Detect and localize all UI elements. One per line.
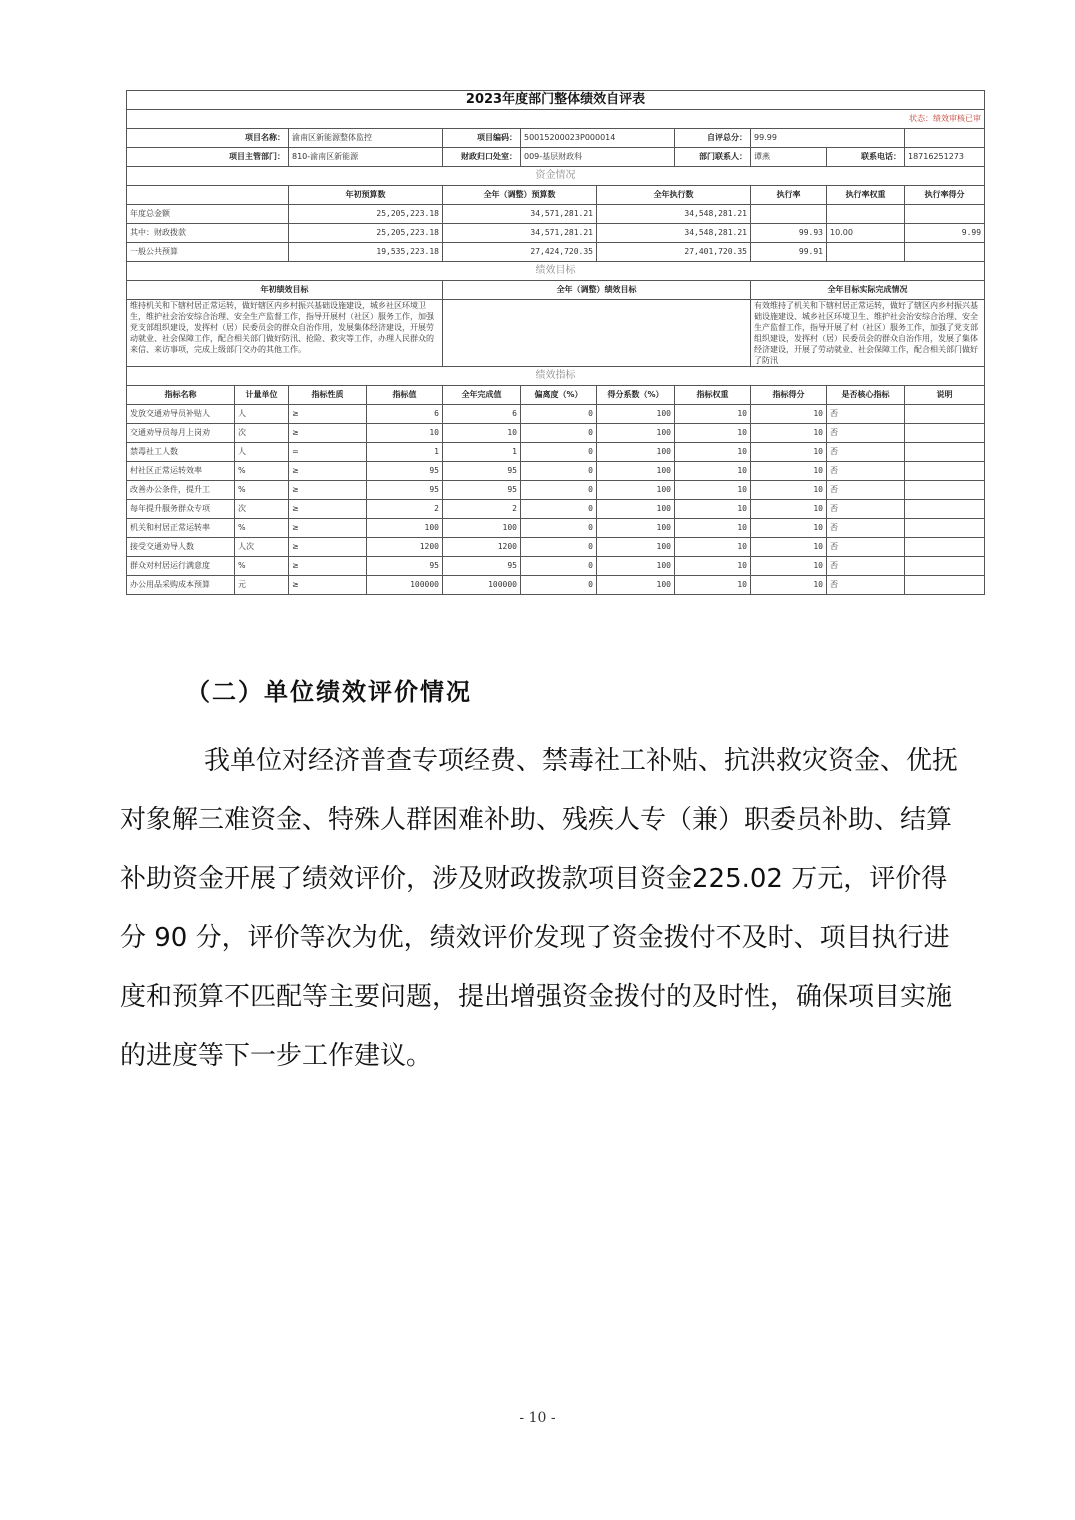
indicator-deviation: 0 [521, 481, 597, 500]
funds-section-title: 资金情况 [127, 167, 985, 186]
indicator-unit: 次 [235, 500, 289, 519]
project-code-value: 50015200023P000014 [521, 129, 675, 148]
indicator-weight: 10 [675, 424, 751, 443]
indicator-name: 改善办公条件，提升工 [127, 481, 235, 500]
funds-adjusted: 27,424,720.35 [443, 243, 597, 262]
indicator-name: 发放交通劝导员补贴人 [127, 405, 235, 424]
funds-adjusted: 34,571,281.21 [443, 224, 597, 243]
indicator-name: 禁毒社工人数 [127, 443, 235, 462]
funds-weight: 10.00 [827, 224, 905, 243]
indicator-core: 否 [827, 500, 905, 519]
dept-label: 项目主管部门： [127, 148, 289, 167]
indicators-section-title: 绩效指标 [127, 367, 985, 386]
indicator-actual: 2 [443, 500, 521, 519]
goals-section-title: 绩效目标 [127, 262, 985, 281]
indicator-coef: 100 [597, 462, 675, 481]
indicator-deviation: 0 [521, 538, 597, 557]
indicator-coef: 100 [597, 538, 675, 557]
indicator-note [905, 481, 985, 500]
indicator-deviation: 0 [521, 405, 597, 424]
indicator-header: 指标性质 [289, 386, 367, 405]
indicator-core: 否 [827, 424, 905, 443]
indicator-deviation: 0 [521, 519, 597, 538]
indicator-row [127, 519, 985, 538]
indicator-actual: 10 [443, 424, 521, 443]
dept-value: 810-渝南区新能源 [289, 148, 443, 167]
funds-row [127, 243, 985, 262]
indicator-name: 办公用品采购成本预算 [127, 576, 235, 595]
indicator-nature: ≥ [289, 481, 367, 500]
indicator-header: 指标名称 [127, 386, 235, 405]
indicator-header: 计量单位 [235, 386, 289, 405]
indicator-name: 交通劝导员每月上岗劝 [127, 424, 235, 443]
indicator-nature: ≥ [289, 500, 367, 519]
project-name-label: 项目名称： [127, 129, 289, 148]
funds-executed: 27,401,720.35 [597, 243, 751, 262]
indicator-row [127, 481, 985, 500]
evaluation-table [126, 90, 985, 595]
indicator-weight: 10 [675, 576, 751, 595]
funds-row-label: 一般公共预算 [127, 243, 289, 262]
funds-weight [827, 205, 905, 224]
indicator-actual: 95 [443, 462, 521, 481]
indicator-name: 村社区正常运转效率 [127, 462, 235, 481]
indicator-header: 指标权重 [675, 386, 751, 405]
indicator-note [905, 405, 985, 424]
funds-header: 全年（调整）预算数 [443, 186, 597, 205]
goals-header-initial: 年初绩效目标 [127, 281, 443, 300]
page-number: - 10 - [519, 1410, 556, 1426]
indicator-unit: 人 [235, 443, 289, 462]
indicator-actual: 6 [443, 405, 521, 424]
indicator-name: 每年提升服务群众专项 [127, 500, 235, 519]
funds-header: 全年执行数 [597, 186, 751, 205]
performance-self-evaluation-form [126, 90, 984, 595]
indicator-score: 10 [751, 405, 827, 424]
funds-header-blank [127, 186, 289, 205]
indicator-actual: 95 [443, 481, 521, 500]
indicator-unit: 人 [235, 405, 289, 424]
goals-adjusted-text [443, 300, 751, 367]
funds-adjusted: 34,571,281.21 [443, 205, 597, 224]
indicator-deviation: 0 [521, 557, 597, 576]
indicator-core: 否 [827, 405, 905, 424]
funds-executed: 34,548,281.21 [597, 224, 751, 243]
indicator-target: 1 [367, 443, 443, 462]
form-title: 2023年度部门整体绩效自评表 [127, 91, 985, 110]
indicator-target: 95 [367, 557, 443, 576]
funds-header: 执行率得分 [905, 186, 985, 205]
funds-initial: 19,535,223.18 [289, 243, 443, 262]
indicator-weight: 10 [675, 557, 751, 576]
indicator-name: 群众对村居运行满意度 [127, 557, 235, 576]
indicator-score: 10 [751, 519, 827, 538]
funds-row-label: 其中：财政拨款 [127, 224, 289, 243]
funds-row-label: 年度总金额 [127, 205, 289, 224]
indicator-weight: 10 [675, 500, 751, 519]
indicator-weight: 10 [675, 538, 751, 557]
indicator-name: 机关和村居正常运转率 [127, 519, 235, 538]
funds-row [127, 205, 985, 224]
goals-actual-text: 有效维持了机关和下辖村居正常运转，做好了辖区内乡村振兴基础设施建设、城乡社区环境卫生、维护社会治安综合治理、安全生产监督工作，指导开展了村（社区）服务工作，加强了党支部组织建设，发挥村（居）民委员会的群众自治作用，发展了集体经济建设，开展了劳动就业、社会保障工作，配合相关部门做好了防汛 [751, 300, 985, 367]
indicator-coef: 100 [597, 443, 675, 462]
funds-rate [751, 205, 827, 224]
indicator-score: 10 [751, 538, 827, 557]
funds-executed: 34,548,281.21 [597, 205, 751, 224]
empty-cell [905, 129, 985, 148]
funds-rate: 99.93 [751, 224, 827, 243]
indicator-nature: ≥ [289, 576, 367, 595]
indicator-unit: % [235, 519, 289, 538]
indicator-target: 10 [367, 424, 443, 443]
indicator-actual: 100 [443, 519, 521, 538]
indicator-coef: 100 [597, 405, 675, 424]
finance-value: 009-基层财政科 [521, 148, 675, 167]
indicator-header: 得分系数（%） [597, 386, 675, 405]
indicator-name: 接受交通劝导人数 [127, 538, 235, 557]
indicator-score: 10 [751, 500, 827, 519]
indicator-deviation: 0 [521, 576, 597, 595]
indicator-score: 10 [751, 557, 827, 576]
contact-label: 部门联系人： [675, 148, 751, 167]
indicator-unit: % [235, 557, 289, 576]
indicator-target: 100 [367, 519, 443, 538]
indicator-score: 10 [751, 443, 827, 462]
indicator-unit: % [235, 481, 289, 500]
indicator-weight: 10 [675, 481, 751, 500]
indicator-header: 是否核心指标 [827, 386, 905, 405]
indicator-unit: 元 [235, 576, 289, 595]
indicator-unit: % [235, 462, 289, 481]
indicator-nature: ≥ [289, 519, 367, 538]
indicator-note [905, 424, 985, 443]
indicator-score: 10 [751, 481, 827, 500]
indicator-nature: ≥ [289, 557, 367, 576]
contact-value: 谭燕 [751, 148, 827, 167]
funds-rate: 99.91 [751, 243, 827, 262]
indicator-header: 指标得分 [751, 386, 827, 405]
indicator-unit: 人次 [235, 538, 289, 557]
indicator-target: 6 [367, 405, 443, 424]
indicator-weight: 10 [675, 443, 751, 462]
indicator-note [905, 538, 985, 557]
indicator-coef: 100 [597, 500, 675, 519]
funds-score [905, 205, 985, 224]
indicator-nature: ≥ [289, 405, 367, 424]
indicator-deviation: 0 [521, 424, 597, 443]
indicator-header: 指标值 [367, 386, 443, 405]
indicator-target: 95 [367, 462, 443, 481]
indicator-core: 否 [827, 576, 905, 595]
indicator-row [127, 500, 985, 519]
indicator-core: 否 [827, 481, 905, 500]
funds-initial: 25,205,223.18 [289, 224, 443, 243]
funds-initial: 25,205,223.18 [289, 205, 443, 224]
funds-score [905, 243, 985, 262]
indicator-note [905, 443, 985, 462]
funds-header: 执行率权重 [827, 186, 905, 205]
indicator-coef: 100 [597, 576, 675, 595]
indicator-target: 95 [367, 481, 443, 500]
indicator-score: 10 [751, 576, 827, 595]
funds-weight [827, 243, 905, 262]
indicator-unit: 次 [235, 424, 289, 443]
indicator-row [127, 557, 985, 576]
finance-label: 财政归口处室： [443, 148, 521, 167]
indicator-actual: 1200 [443, 538, 521, 557]
indicator-row [127, 538, 985, 557]
goals-header-adjusted: 全年（调整）绩效目标 [443, 281, 751, 300]
indicator-coef: 100 [597, 519, 675, 538]
indicator-coef: 100 [597, 557, 675, 576]
indicator-row [127, 405, 985, 424]
indicator-note [905, 500, 985, 519]
indicator-nature: ≥ [289, 424, 367, 443]
indicator-core: 否 [827, 538, 905, 557]
indicator-core: 否 [827, 519, 905, 538]
goals-header-actual: 全年目标实际完成情况 [751, 281, 985, 300]
indicator-target: 100000 [367, 576, 443, 595]
indicator-row [127, 462, 985, 481]
indicator-header: 偏离度（%） [521, 386, 597, 405]
phone-label: 联系电话： [827, 148, 905, 167]
indicator-header: 说明 [905, 386, 985, 405]
funds-header: 年初预算数 [289, 186, 443, 205]
indicator-coef: 100 [597, 424, 675, 443]
indicator-nature: ≥ [289, 462, 367, 481]
funds-row [127, 224, 985, 243]
indicator-weight: 10 [675, 519, 751, 538]
indicator-deviation: 0 [521, 500, 597, 519]
phone-value: 18716251273 [905, 148, 985, 167]
indicator-nature: ≥ [289, 538, 367, 557]
indicator-note [905, 557, 985, 576]
funds-header: 执行率 [751, 186, 827, 205]
indicator-target: 1200 [367, 538, 443, 557]
indicator-nature: = [289, 443, 367, 462]
indicator-note [905, 462, 985, 481]
indicator-weight: 10 [675, 462, 751, 481]
total-score-value: 99.99 [751, 129, 905, 148]
indicator-core: 否 [827, 557, 905, 576]
indicator-core: 否 [827, 462, 905, 481]
indicator-actual: 95 [443, 557, 521, 576]
indicator-note [905, 519, 985, 538]
indicator-row [127, 424, 985, 443]
indicator-score: 10 [751, 462, 827, 481]
project-code-label: 项目编码： [443, 129, 521, 148]
indicator-header: 全年完成值 [443, 386, 521, 405]
funds-score: 9.99 [905, 224, 985, 243]
section-heading: （二）单位绩效评价情况 [186, 677, 472, 706]
indicator-deviation: 0 [521, 462, 597, 481]
indicator-coef: 100 [597, 481, 675, 500]
body-paragraph: 我单位对经济普查专项经费、禁毒社工补贴、抗洪救灾资金、优抚对象解三难资金、特殊人群困难补助、残疾人专（兼）职委员补助、结算补助资金开展了绩效评价，涉及财政拨款项目资金225.02 万元，评价得分 90 分，评价等次为优，绩效评价发现了资金拨付不及时、项目执行进度和预算不匹配等主要问题，提出增强资金拨付的及时性，确保项目实施的进度等下一步工作建议。 [120, 746, 959, 1071]
indicator-core: 否 [827, 443, 905, 462]
indicator-target: 2 [367, 500, 443, 519]
indicator-row [127, 443, 985, 462]
indicator-actual: 100000 [443, 576, 521, 595]
indicator-row [127, 576, 985, 595]
indicator-score: 10 [751, 424, 827, 443]
total-score-label: 自评总分： [675, 129, 751, 148]
indicator-weight: 10 [675, 405, 751, 424]
project-name-value: 渝南区新能源整体监控 [289, 129, 443, 148]
indicator-actual: 1 [443, 443, 521, 462]
status-badge: 状态：绩效审核已审 [127, 110, 985, 129]
indicator-deviation: 0 [521, 443, 597, 462]
indicator-note [905, 576, 985, 595]
indicator-rows [127, 405, 985, 595]
goals-initial-text: 维持机关和下辖村居正常运转，做好辖区内乡村振兴基础设施建设，城乡社区环境卫生，维护社会治安综合治理、安全生产监督工作，指导开展村（社区）服务工作，加强党支部组织建设，发挥村（居）民委员会的群众自治作用，发展集体经济建设，开展劳动就业、社会保障工作，配合相关部门做好防汛、抢险、救灾等工作，办理人民群众的来信、来访事项，完成上级部门交办的其他工作。 [127, 300, 443, 367]
